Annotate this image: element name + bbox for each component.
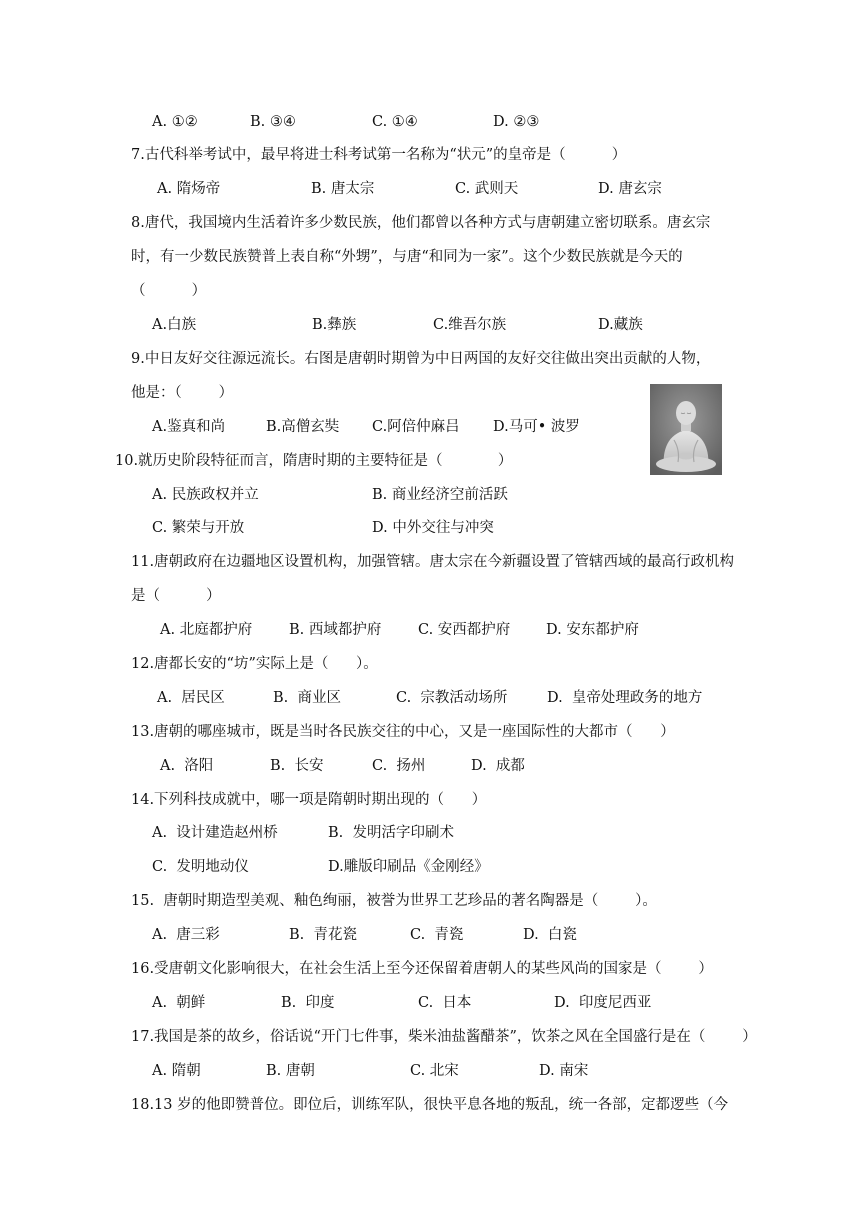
q13-option-c: C. 扬州 bbox=[372, 758, 426, 774]
q11-option-a: A. 北庭都护府 bbox=[160, 622, 253, 638]
q16-option-c: C. 日本 bbox=[418, 995, 472, 1011]
q8-stem-line-1: 8.唐代，我国境内生活着许多少数民族，他们都曾以各种方式与唐朝建立密切联系。唐玄宗 bbox=[131, 215, 711, 231]
q10-option-b: B. 商业经济空前活跃 bbox=[372, 487, 508, 503]
q14-option-d: D.雕版印刷品《金刚经》 bbox=[328, 859, 489, 875]
q12-option-d: D. 皇帝处理政务的地方 bbox=[547, 690, 703, 706]
q6-option-a: A. ①② bbox=[152, 114, 198, 130]
q17-option-d: D. 南宋 bbox=[539, 1063, 589, 1079]
q12-option-c: C. 宗教活动场所 bbox=[396, 690, 508, 706]
q6-option-b: B. ③④ bbox=[250, 114, 296, 130]
q6-option-d: D. ②③ bbox=[493, 114, 540, 130]
q9-option-c: C.阿倍仲麻吕 bbox=[372, 419, 460, 435]
q8-stem-line-2: 时，有一少数民族赞普上表自称“外甥”，与唐“和同为一家”。这个少数民族就是今天的 bbox=[131, 249, 683, 265]
q11-option-c: C. 安西都护府 bbox=[418, 622, 511, 638]
q9-stem-line-2: 他是：（ ） bbox=[131, 385, 234, 401]
q8-option-b: B.彝族 bbox=[312, 317, 357, 333]
q8-option-d: D.藏族 bbox=[598, 317, 643, 333]
q8-option-c: C.维吾尔族 bbox=[433, 317, 507, 333]
q16-option-d: D. 印度尼西亚 bbox=[554, 995, 652, 1011]
q9-option-b: B.高僧玄奘 bbox=[266, 419, 340, 435]
q10-option-a: A. 民族政权并立 bbox=[152, 487, 259, 503]
q14-option-a: A. 设计建造赵州桥 bbox=[152, 825, 278, 841]
q11-option-d: D. 安东都护府 bbox=[546, 622, 639, 638]
q17-stem: 17.我国是茶的故乡，俗话说“开门七件事，柴米油盐酱醋茶”，饮茶之风在全国盛行是在（ ） bbox=[131, 1029, 757, 1045]
q10-option-d: D. 中外交往与冲突 bbox=[372, 520, 494, 536]
q7-option-d: D. 唐玄宗 bbox=[598, 181, 662, 197]
q7-option-b: B. 唐太宗 bbox=[311, 181, 375, 197]
q13-option-a: A. 洛阳 bbox=[160, 758, 214, 774]
q8-stem-line-3: （ ） bbox=[131, 283, 207, 299]
q12-option-b: B. 商业区 bbox=[273, 690, 341, 706]
q11-stem-line-1: 11.唐朝政府在边疆地区设置机构，加强管辖。唐太宗在今新疆设置了管辖西域的最高行政机构 bbox=[131, 554, 735, 570]
q16-stem: 16.受唐朝文化影响很大，在社会生活上至今还保留着唐朝人的某些风尚的国家是（ ） bbox=[131, 961, 713, 977]
q10-option-c: C. 繁荣与开放 bbox=[152, 520, 245, 536]
q13-option-b: B. 长安 bbox=[270, 758, 324, 774]
q13-stem: 13.唐朝的哪座城市，既是当时各民族交往的中心，又是一座国际性的大都市（ ） bbox=[131, 724, 675, 740]
q14-option-c: C. 发明地动仪 bbox=[152, 859, 249, 875]
q18-stem: 18.13 岁的他即赞普位。即位后，训练军队，很快平息各地的叛乱，统一各部，定都逻些（今 bbox=[131, 1097, 729, 1113]
q14-option-b: B. 发明活字印刷术 bbox=[328, 825, 454, 841]
q15-option-c: C. 青瓷 bbox=[410, 927, 464, 943]
q10-stem: 10.就历史阶段特征而言，隋唐时期的主要特征是（ ） bbox=[115, 453, 513, 469]
seated-monk-statue-photo bbox=[650, 384, 722, 475]
q6-option-c: C. ①④ bbox=[372, 114, 418, 130]
q11-stem-line-2: 是（ ） bbox=[131, 588, 221, 604]
q15-option-a: A. 唐三彩 bbox=[152, 927, 220, 943]
q15-stem: 15. 唐朝时期造型美观、釉色绚丽，被誉为世界工艺珍品的著名陶器是（ ）。 bbox=[131, 893, 657, 909]
q12-stem: 12.唐都长安的“坊”实际上是（ ）。 bbox=[131, 656, 378, 672]
q17-option-b: B. 唐朝 bbox=[266, 1063, 315, 1079]
q13-option-d: D. 成都 bbox=[471, 758, 525, 774]
q14-stem: 14.下列科技成就中，哪一项是隋朝时期出现的（ ） bbox=[131, 792, 487, 808]
q15-option-b: B. 青花瓷 bbox=[289, 927, 357, 943]
q9-option-d: D.马可• 波罗 bbox=[493, 419, 580, 435]
q7-stem: 7.古代科举考试中，最早将进士科考试第一名称为“状元”的皇帝是（ ） bbox=[131, 147, 627, 163]
q17-option-c: C. 北宋 bbox=[410, 1063, 459, 1079]
q8-option-a: A.白族 bbox=[152, 317, 197, 333]
q7-option-a: A. 隋炀帝 bbox=[157, 181, 221, 197]
q15-option-d: D. 白瓷 bbox=[523, 927, 577, 943]
q12-option-a: A. 居民区 bbox=[157, 690, 225, 706]
q11-option-b: B. 西域都护府 bbox=[289, 622, 382, 638]
q9-stem-line-1: 9.中日友好交往源远流长。右图是唐朝时期曾为中日两国的友好交往做出突出贡献的人物， bbox=[131, 351, 711, 367]
q16-option-a: A. 朝鲜 bbox=[152, 995, 206, 1011]
q17-option-a: A. 隋朝 bbox=[152, 1063, 201, 1079]
q16-option-b: B. 印度 bbox=[281, 995, 335, 1011]
q9-option-a: A.鉴真和尚 bbox=[152, 419, 226, 435]
q7-option-c: C. 武则天 bbox=[455, 181, 519, 197]
